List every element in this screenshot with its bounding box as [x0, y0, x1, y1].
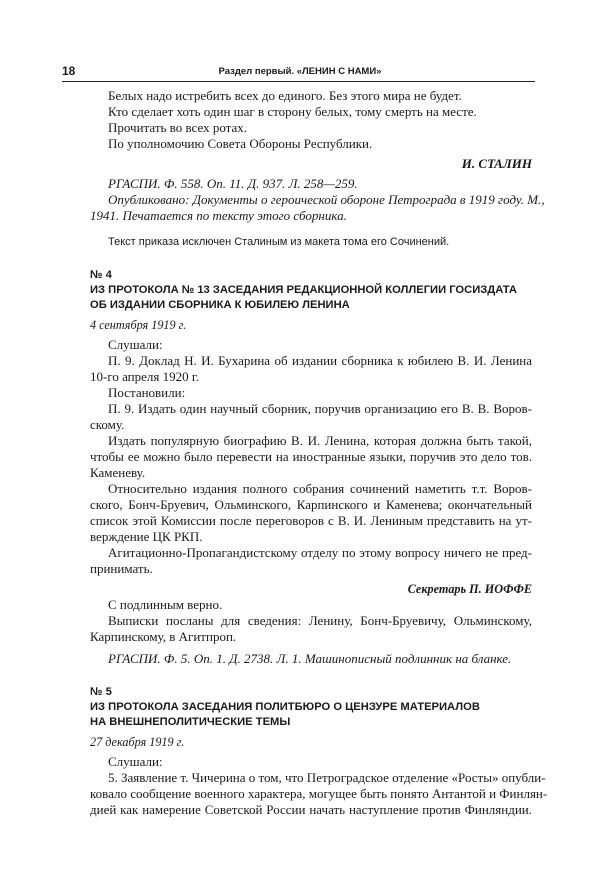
text-line: верждение ЦК РКП.	[90, 529, 203, 544]
text-line: Слушали:	[108, 337, 163, 352]
text-line: список этой Комиссии после переговоров с В. И. Лениным представить на ут-	[90, 513, 532, 528]
document-title: ИЗ ПРОТОКОЛА № 13 ЗАСЕДАНИЯ РЕДАКЦИОННОЙ КОЛЛЕГИИ ГОСИЗДАТА	[90, 284, 517, 296]
text-line: С подлинным верно.	[108, 597, 223, 612]
document-title: ОБ ИЗДАНИИ СБОРНИКА К ЮБИЛЕЮ ЛЕНИНА	[90, 299, 350, 311]
text-line: Агитационно-Пропагандистскому отделу по этому вопросу ничего не пред-	[108, 545, 532, 560]
signature: Секретарь П. ИОФФЕ	[407, 582, 532, 596]
text-line: ковало сообщение военного характера, могущее быть понято Антантой и Финлян-	[90, 786, 548, 801]
text-line: принимать.	[90, 561, 153, 576]
page-body	[90, 88, 548, 818]
text-line: По уполномочию Совета Обороны Республики.	[108, 136, 373, 151]
document-number: № 4	[90, 269, 112, 281]
archive-source: РГАСПИ. Ф. 558. Оп. 11. Д. 937. Л. 258—259.	[108, 176, 358, 191]
text-line: чтобы ее можно было перевести на иностранные языки, поручив это дело тов.	[90, 449, 532, 464]
text-line: Слушали:	[108, 754, 163, 769]
text-line: ского, Бонч-Бруевич, Ольминского, Карпинского и Каменева; окончательный	[90, 497, 532, 512]
document-title: ИЗ ПРОТОКОЛА ЗАСЕДАНИЯ ПОЛИТБЮРО О ЦЕНЗУРЕ МАТЕРИАЛОВ	[90, 701, 480, 713]
document-5	[90, 685, 548, 818]
text-line: Карпинскому, в Агитпроп.	[90, 629, 237, 644]
archive-source: РГАСПИ. Ф. 5. Оп. 1. Д. 2738. Л. 1. Машинописный подлинник на бланке.	[108, 651, 512, 666]
header-divider	[62, 81, 535, 82]
text-line: Издать популярную биографию В. И. Ленина, которая должна быть такой,	[108, 433, 532, 448]
text-line: скому.	[90, 417, 125, 432]
document-3-tail	[90, 88, 545, 250]
text-line: Выписки посланы для сведения: Ленину, Бонч-Бруевичу, Ольминскому,	[108, 613, 532, 628]
document-date: 4 сентября 1919 г.	[90, 318, 187, 332]
document-number: № 5	[90, 686, 112, 698]
text-line: 10-го апреля 1920 г.	[90, 369, 199, 384]
editorial-note: Текст приказа исключен Сталиным из макета тома его Сочинений.	[108, 236, 450, 248]
text-line: Относительно издания полного собрания сочинений наметить т.т. Воров-	[108, 481, 532, 496]
page-number: 18	[62, 64, 76, 78]
publication-note: 1941. Печатается по тексту этого сборника.	[90, 208, 347, 223]
text-line: Белых надо истребить всех до единого. Без этого мира не будет.	[108, 88, 462, 103]
text-line: П. 9. Издать один научный сборник, поручив организацию его В. В. Воров-	[108, 401, 532, 416]
text-line: Каменеву.	[90, 465, 146, 480]
signature: И. СТАЛИН	[461, 156, 532, 171]
text-line: Кто сделает хоть один шаг в сторону белых, тому смерть на месте.	[108, 104, 477, 119]
text-line: 5. Заявление т. Чичерина о том, что Петроградское отделение «Росты» опубли-	[108, 770, 546, 785]
text-line: Постановили:	[108, 385, 186, 400]
text-line: дией как намерение Советской России начать наступление против Финляндии.	[90, 802, 532, 817]
running-title: Раздел первый. «ЛЕНИН С НАМИ»	[218, 66, 382, 77]
publication-note: Опубликовано: Документы о героической обороне Петрограда в 1919 году. М.,	[108, 192, 545, 207]
document-4	[90, 268, 532, 667]
text-line: П. 9. Доклад Н. И. Бухарина об издании сборника к юбилею В. И. Ленина	[108, 353, 532, 368]
document-title: НА ВНЕШНЕПОЛИТИЧЕСКИЕ ТЕМЫ	[90, 716, 291, 728]
text-line: Прочитать во всех ротах.	[108, 120, 248, 135]
document-date: 27 декабря 1919 г.	[90, 735, 185, 749]
